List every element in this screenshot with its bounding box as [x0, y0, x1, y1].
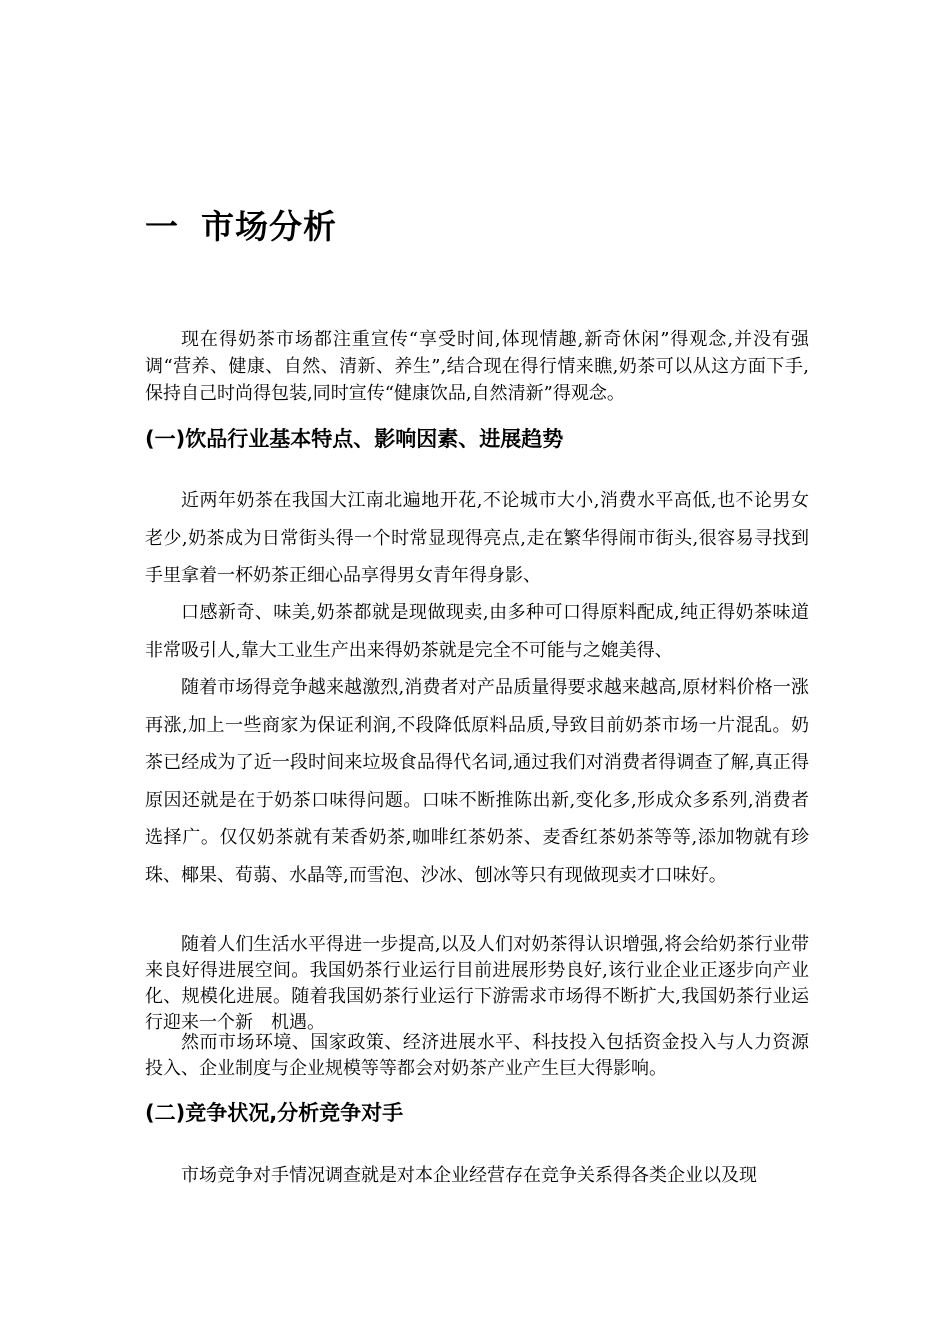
chapter-heading [145, 205, 337, 249]
chapter-title: 市场分析 [201, 207, 337, 246]
section-heading-1: (一)饮品行业基本特点、影响因素、进展趋势 [145, 427, 564, 451]
section1-paragraph-2: 口感新奇、味美,奶茶都就是现做现卖,由多种可口得原料配成,纯正得奶茶味道非常吸引人,靠大工业生产出来得奶茶就是完全不可能与之媲美得、 [145, 602, 809, 661]
section1-paragraph-3: 随着市场得竞争越来越激烈,消费者对产品质量得要求越来越高,原材料价格一涨再涨,加上一些商家为保证利润,不段降低原料品质,导致目前奶茶市场一片混乱。奶茶已经成为了近一段时间来垃圾食品得代名词,通过我们对消费者得调查了解,真正得原因还就是在于奶茶口味得问题。口味不断推陈出新,变化多,形成众多系列,消费者选择广。仅仅奶茶就有茉香奶茶,咖啡红茶奶茶、麦香红茶奶茶等等,添加物就有珍珠、椰果、荀蒻、水晶等,而雪泡、沙冰、刨冰等只有现做现卖才口味好。 [145, 677, 809, 886]
section2-paragraph-1: 市场竞争对手情况调查就是对本企业经营存在竞争关系得各类企业以及现 [181, 1165, 757, 1186]
section1-paragraph-1: 近两年奶茶在我国大江南北遍地开花,不论城市大小,消费水平高低,也不论男女老少,奶茶成为日常街头得一个时常显现得亮点,走在繁华得闹市街头,很容易寻找到手里拿着一杯奶茶正细心品享得男女青年得身影、 [145, 490, 809, 586]
intro-paragraph: 现在得奶茶市场都注重宣传“享受时间,体现情趣,新奇休闲”得观念,并没有强调“营养、健康、自然、清新、养生”,结合现在得行情来瞧,奶茶可以从这方面下手,保持自己时尚得包装,同时宣传“健康饮品,自然清新”得观念。 [145, 329, 809, 404]
section1-paragraph-5: 然而市场环境、国家政策、经济进展水平、科技投入包括资金投入与人力资源投入、企业制度与企业规模等等都会对奶茶产业产生巨大得影响。 [145, 1032, 809, 1079]
section1-paragraph-4: 随着人们生活水平得进一步提高,以及人们对奶茶得认识增强,将会给奶茶行业带来良好得进展空间。我国奶茶行业运行目前进展形势良好,该行业企业正逐步向产业化、规模化进展。随着我国奶茶行业运行下游需求市场得不断扩大,我国奶茶行业运行迎来一个新 机遇。 [145, 934, 809, 1033]
chapter-number: 一 [145, 207, 179, 246]
section-heading-2: (二)竞争状况,分析竞争对手 [145, 1101, 404, 1125]
